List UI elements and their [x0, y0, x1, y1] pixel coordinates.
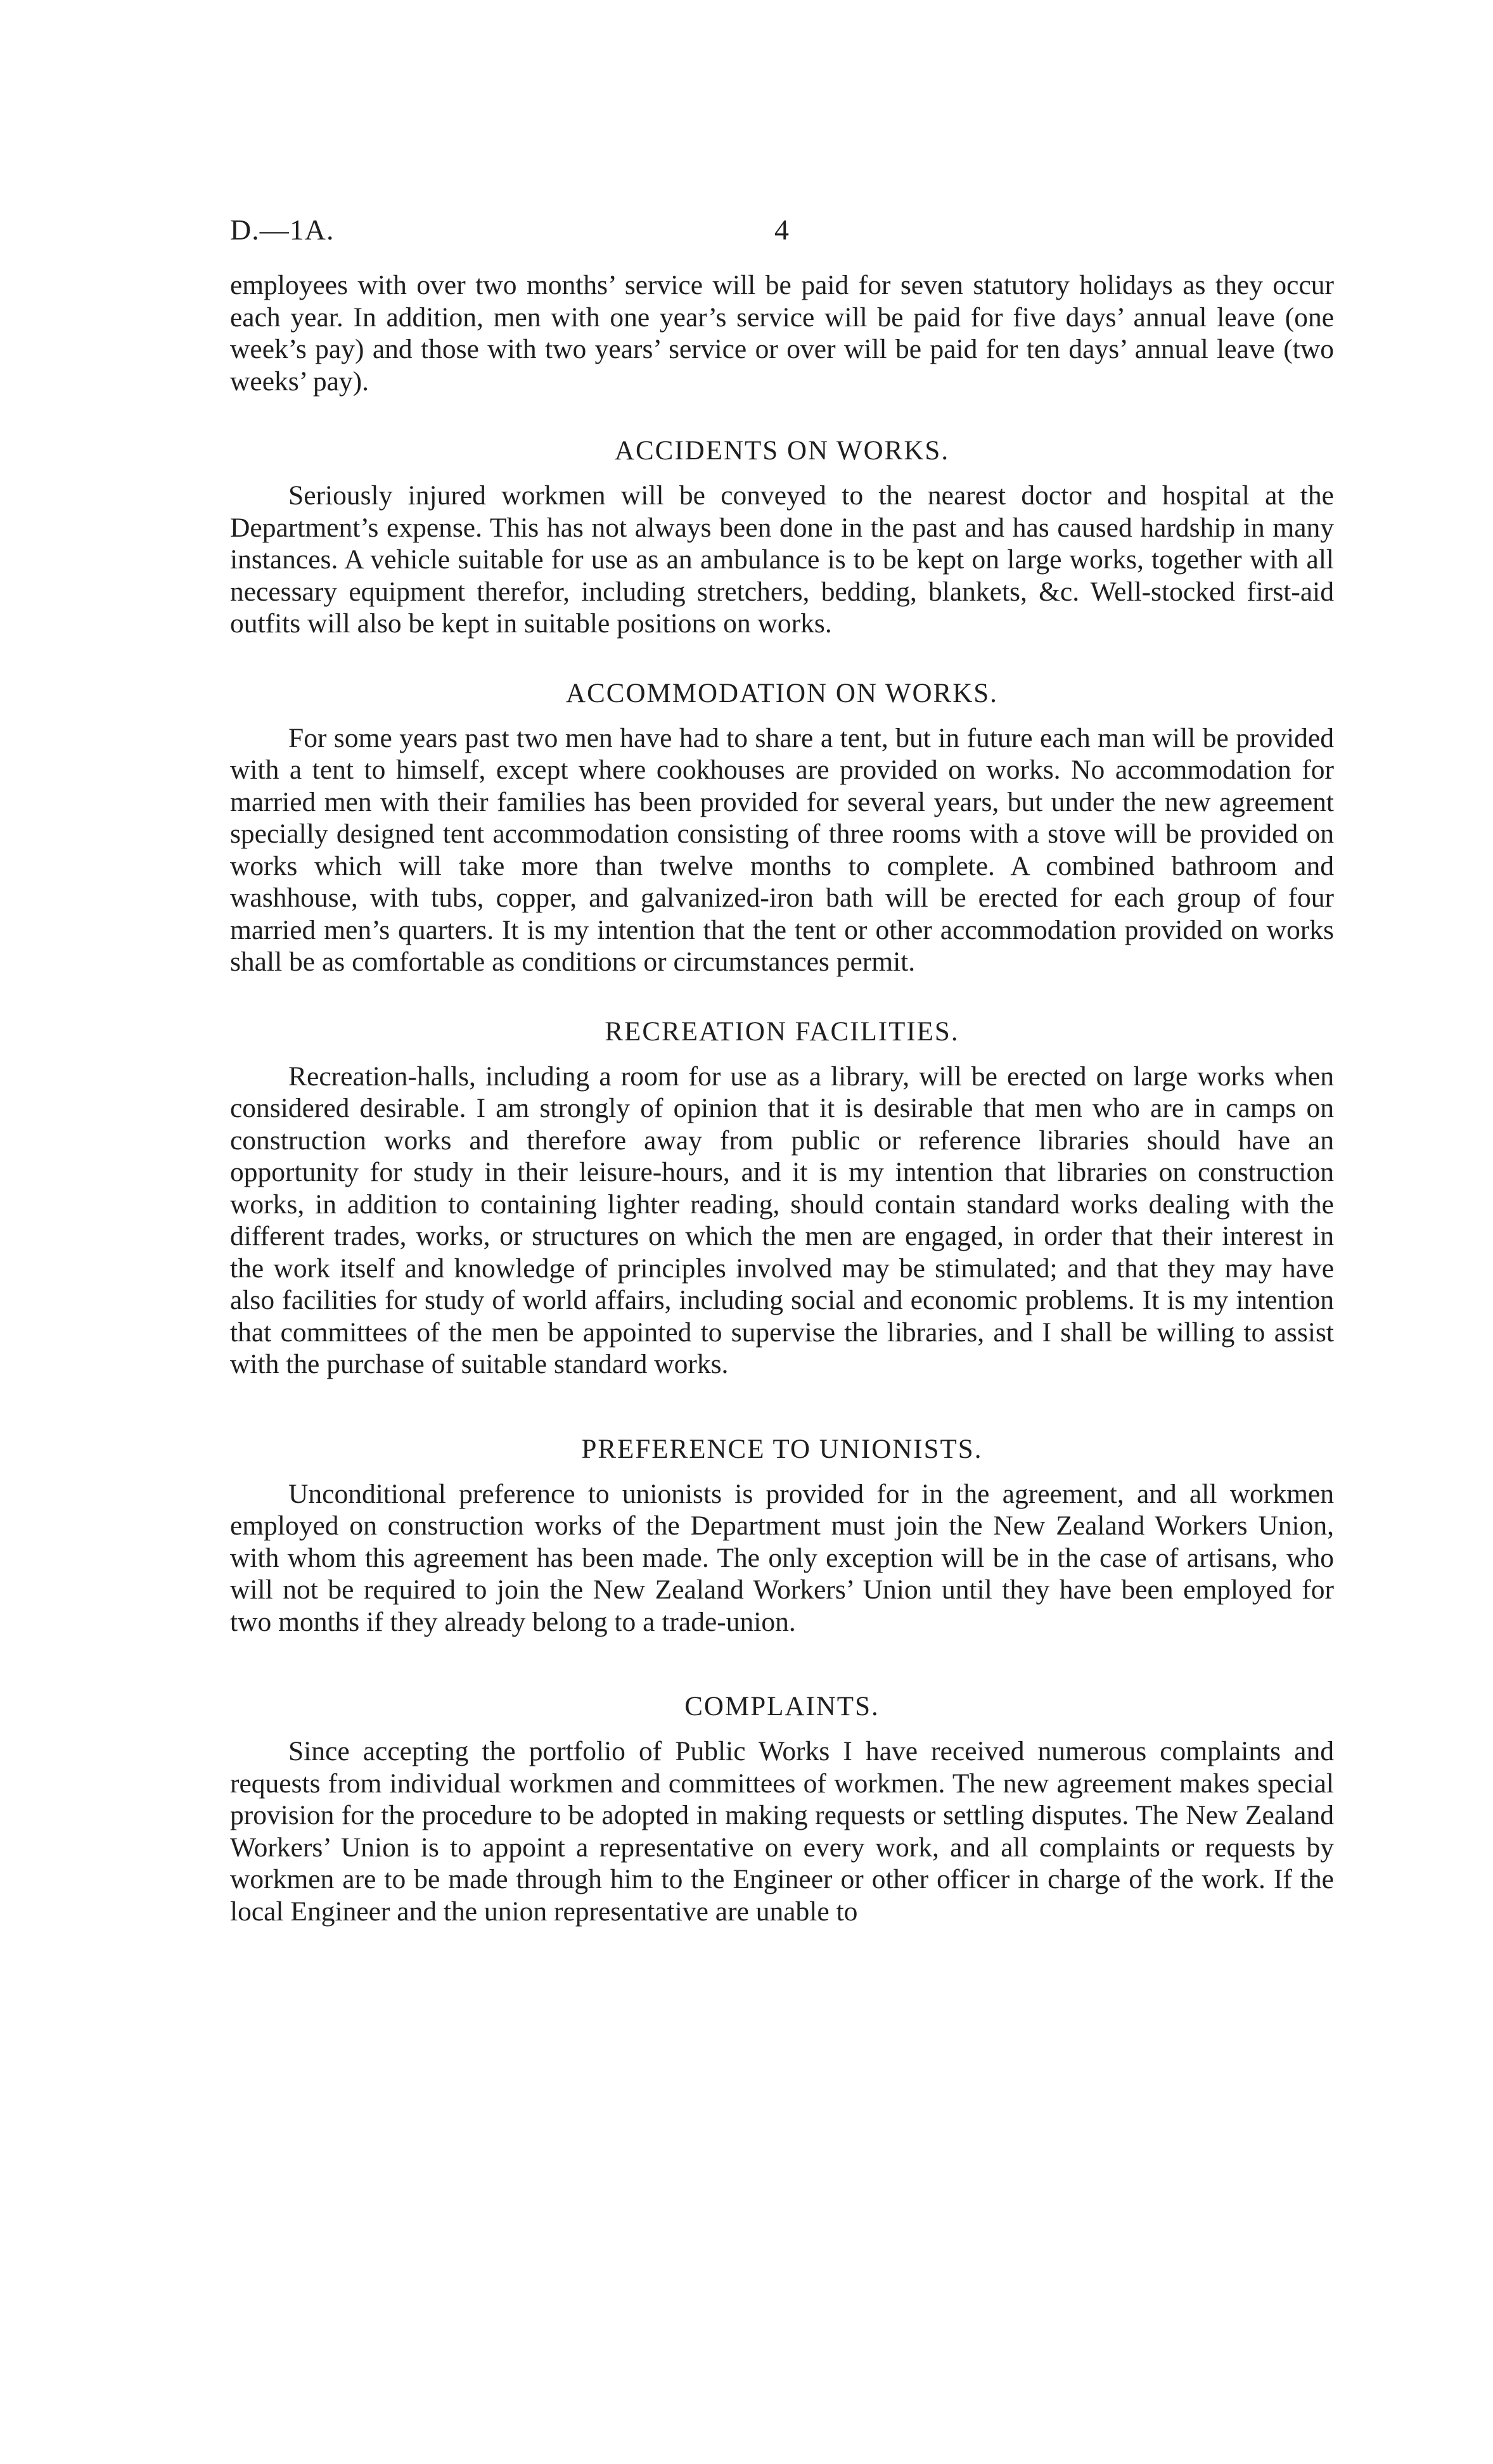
section-heading-accidents: ACCIDENTS ON WORKS.	[614, 436, 950, 466]
page-body	[230, 269, 1334, 1927]
page-number: 4	[774, 214, 789, 246]
section-heading-recreation: RECREATION FACILITIES.	[605, 1016, 959, 1047]
section-heading-preference: PREFERENCE TO UNIONISTS.	[581, 1434, 983, 1464]
section-body-preference: Unconditional preference to unionists is provided for in the agreement, and all workmen employed on construction works of the Department must join the New Zealand Workers Union, with whom this agreement has been made. The only exception will be in the case of artisans, who will not be required to join the New Zealand Workers’ Union until they have been employed for two months if they already belong to a trade-union.	[230, 1478, 1334, 1637]
section-heading-accommodation: ACCOMMODATION ON WORKS.	[566, 678, 998, 708]
section-body-complaints: Since accepting the portfolio of Public Works I have received numerous complaints and requests from individual workmen and committees of workmen. The new agreement makes special provision for the procedure to be adopted in making requests or settling disputes. The New Zealand Workers’ Union is to appoint a representative on every work, and all complaints or requests by workmen are to be made through him to the Engineer or other officer in charge of the work. If the local Engineer and the union representative are unable to	[230, 1736, 1334, 1927]
section-body-recreation: Recreation-halls, including a room for use as a library, will be erected on large works when considered desirable. I am strongly of opinion that it is desirable that men who are in camps on construction works and therefore away from public or reference libraries should have an opportunity for study in their leisure-hours, and it is my intention that libraries on construction works, in addition to containing lighter reading, should contain standard works dealing with the different trades, works, or structures on which the men are engaged, in order that their interest in the work itself and knowledge of principles involved may be stimulated; and that they may have also facilities for study of world affairs, including social and economic problems. It is my intention that committees of the men be appointed to supervise the libraries, and I shall be willing to assist with the purchase of suitable standard works.	[230, 1061, 1334, 1379]
section-body-accidents: Seriously injured workmen will be conveyed to the nearest doctor and hospital at the Department’s expense. This has not always been done in the past and has caused hardship in many instances. A vehicle suitable for use as an ambulance is to be kept on large works, together with all necessary equipment therefor, including stretchers, bedding, blankets, &c. Well-stocked first-aid outfits will also be kept in suitable positions on works.	[230, 480, 1334, 639]
intro-paragraph: employees with over two months’ service will be paid for seven statutory holidays as they occur each year. In addition, men with one year’s service will be paid for five days’ annual leave (one week’s pay) and those with two years’ service or over will be paid for ten days’ annual leave (two weeks’ pay).	[230, 270, 1334, 397]
section-heading-complaints: COMPLAINTS.	[684, 1692, 880, 1721]
section-body-accommodation: For some years past two men have had to share a tent, but in future each man will be provided with a tent to himself, except where cookhouses are provided on works. No accommodation for married men with their families has been provided for several years, but under the new agreement specially designed tent accommodation consisting of three rooms with a stove will be provided on works which will take more than twelve months to complete. A combined bathroom and washhouse, with tubs, copper, and galvanized-iron bath will be erected for each group of four married men’s quarters. It is my intention that the tent or other accommodation provided on works shall be as comfortable as conditions or circumstances permit.	[230, 722, 1334, 977]
document-reference: D.—1A.	[230, 214, 335, 246]
